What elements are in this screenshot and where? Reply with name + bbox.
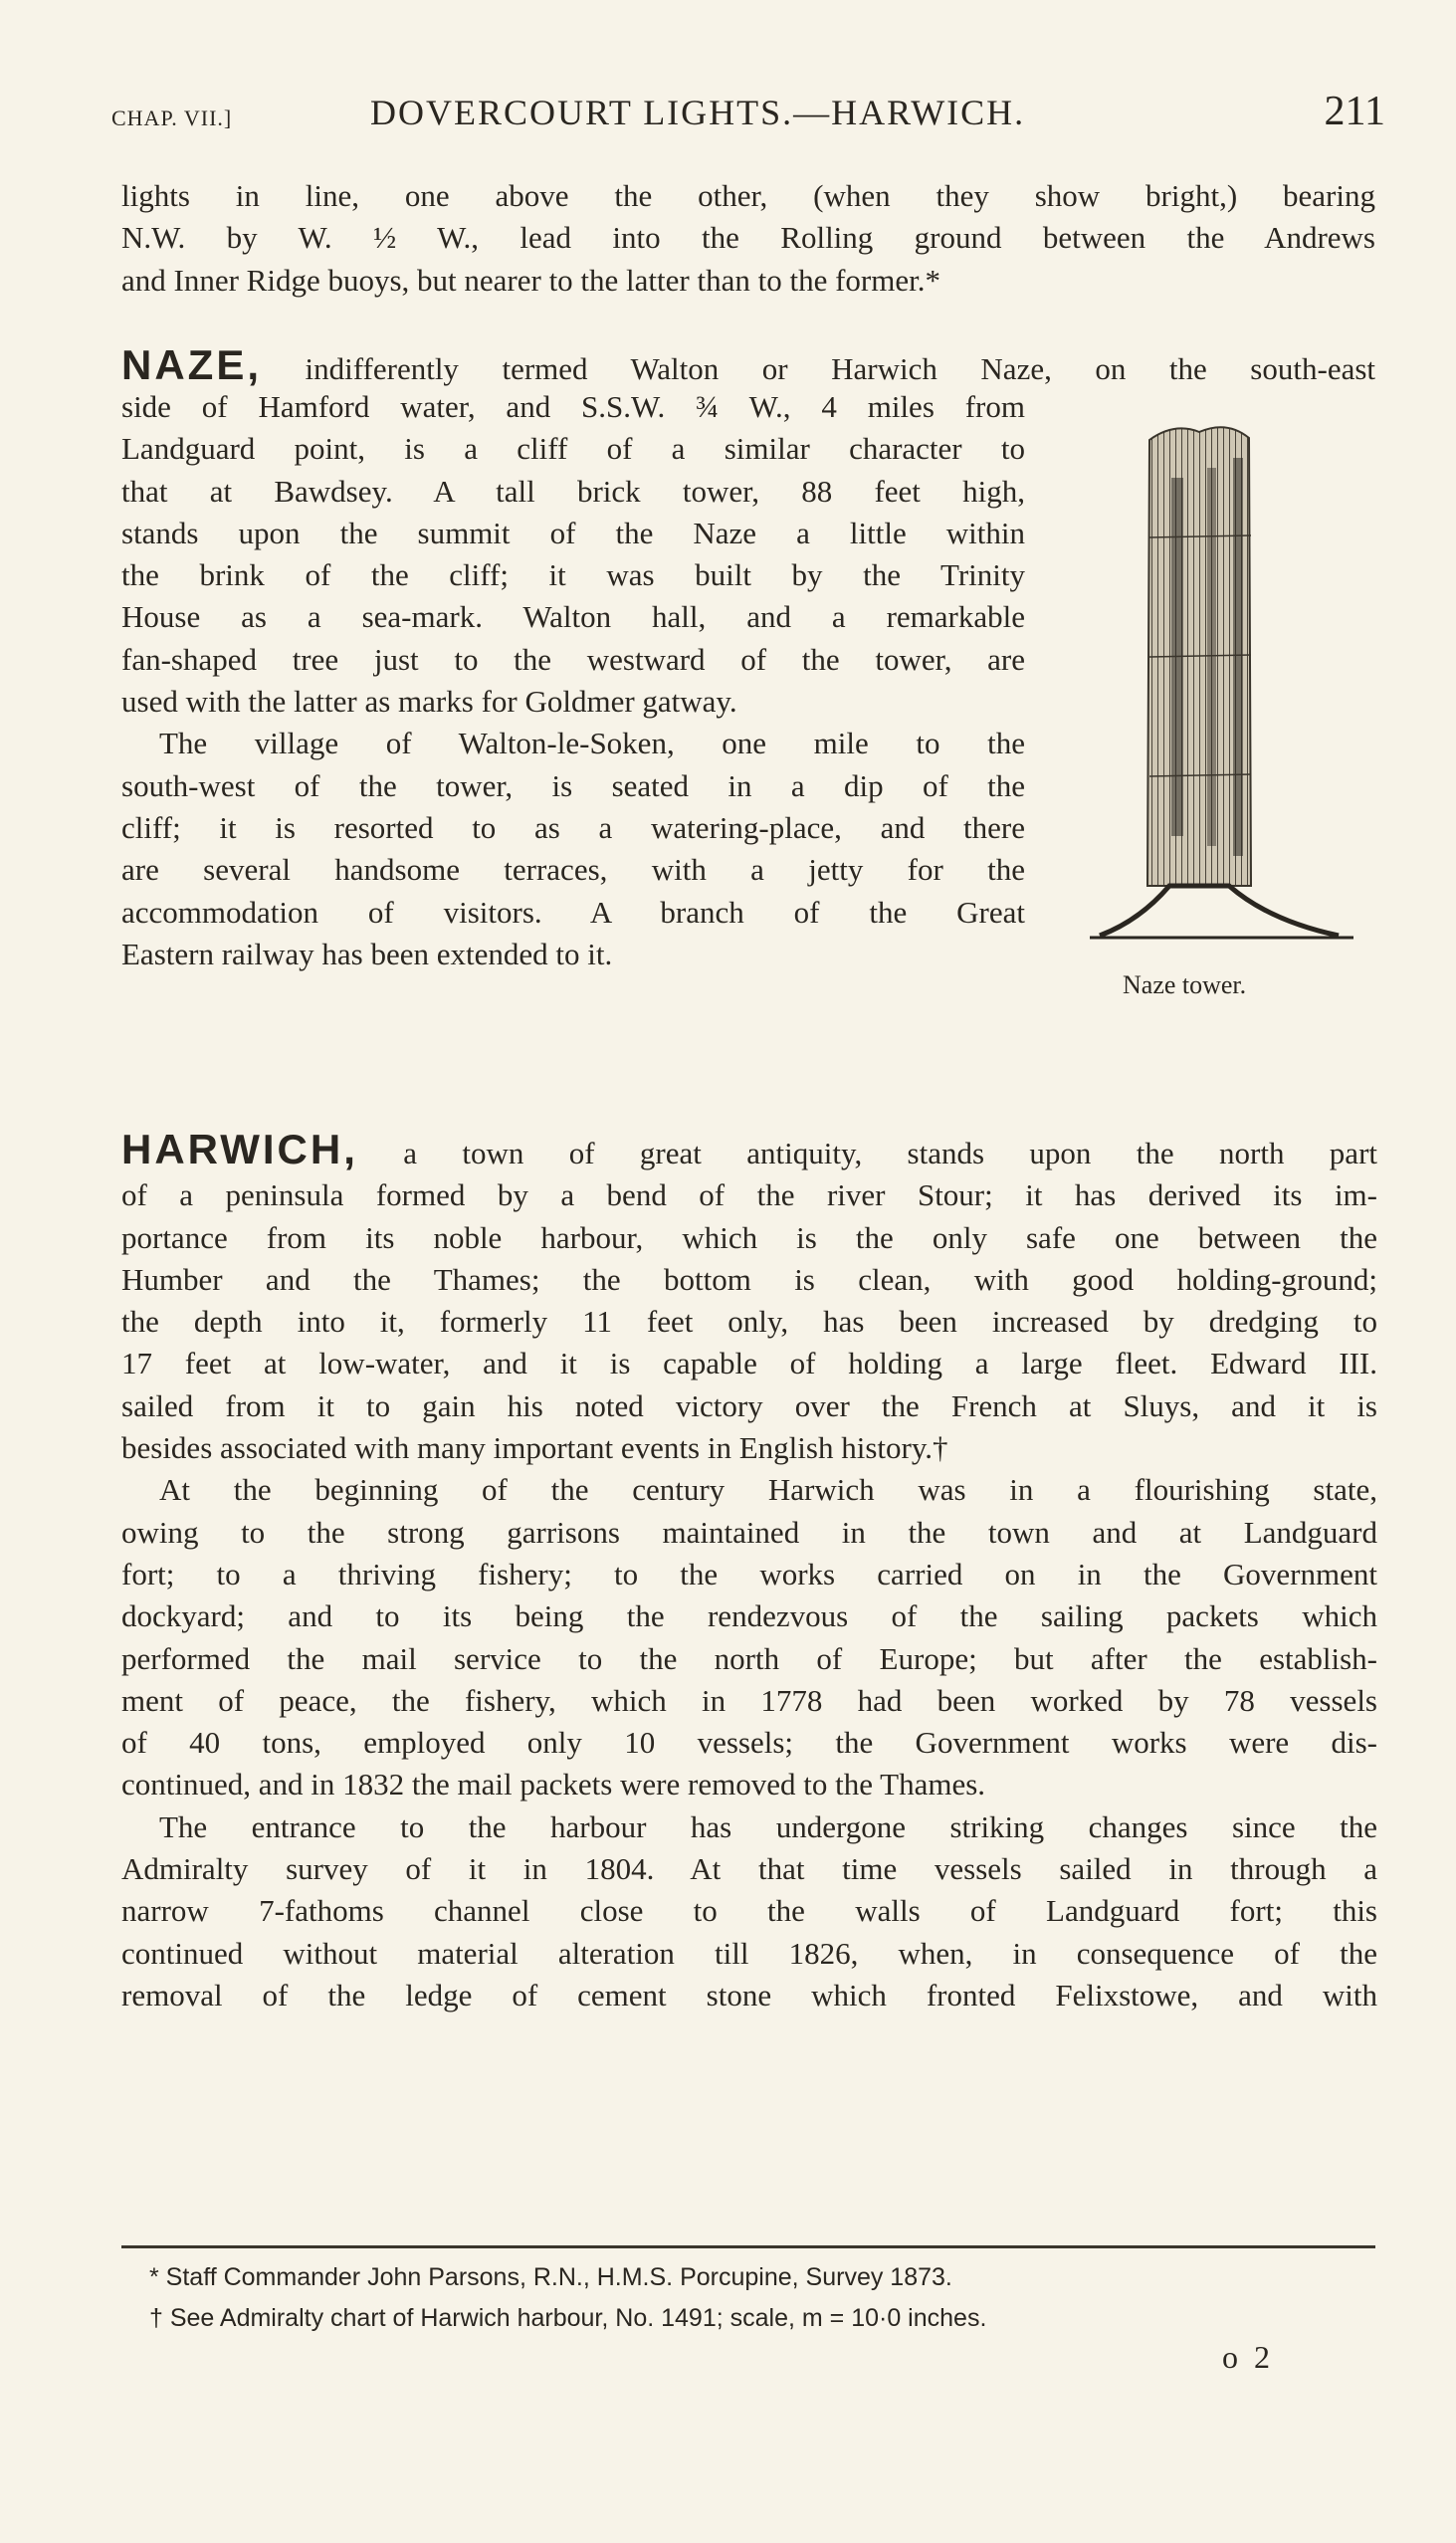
chapter-label: CHAP. VII.] bbox=[111, 106, 233, 130]
text-line: narrow 7-fathoms channel close to the walls of Landguard fort; this bbox=[121, 1893, 1377, 1929]
text-line: removal of the ledge of cement stone which fronted Felixstowe, and with bbox=[121, 1977, 1377, 2013]
text-line: At the beginning of the century Harwich was in a flourishing state, bbox=[159, 1472, 1377, 1508]
text-line: fort; to a thriving fishery; to the works carried on in the Government bbox=[121, 1556, 1377, 1591]
footnote: * Staff Commander John Parsons, R.N., H.M.S. Porcupine, Survey 1873. bbox=[149, 2263, 952, 2291]
text-line: of 40 tons, employed only 10 vessels; the Government works were dis- bbox=[121, 1725, 1377, 1761]
page-number: 211 bbox=[1324, 89, 1385, 134]
text-line: besides associated with many important events in English history.† bbox=[121, 1430, 948, 1466]
section-heading-naze: NAZE, bbox=[121, 341, 262, 388]
text-line: Admiralty survey of it in 1804. At that time vessels sailed in through a bbox=[121, 1851, 1377, 1887]
text-line: are several handsome terraces, with a jetty for the bbox=[121, 852, 1025, 888]
section-heading-harwich: HARWICH, bbox=[121, 1126, 358, 1172]
text-line: The entrance to the harbour has undergone striking changes since the bbox=[159, 1808, 1377, 1844]
text-line: The village of Walton-le-Soken, one mile to the bbox=[159, 726, 1025, 761]
text-line: N.W. by W. ½ W., lead into the Rolling ground between the Andrews bbox=[121, 220, 1375, 256]
text-line: continued without material alteration till 1826, when, in consequence of the bbox=[121, 1935, 1377, 1971]
text-line: that at Bawdsey. A tall brick tower, 88 feet high, bbox=[121, 473, 1025, 509]
page-title: DOVERCOURT LIGHTS.—HARWICH. bbox=[370, 93, 1026, 132]
text-line: House as a sea-mark. Walton hall, and a remarkable bbox=[121, 599, 1025, 635]
footnote: † See Admiralty chart of Harwich harbour, No. 1491; scale, m = 10·0 inches. bbox=[149, 2304, 987, 2332]
text-line: dockyard; and to its being the rendezvous of the sailing packets which bbox=[121, 1598, 1377, 1634]
naze-section bbox=[121, 386, 1025, 975]
figure-caption: Naze tower. bbox=[1123, 970, 1247, 999]
harwich-section bbox=[121, 1126, 1378, 2016]
text-line: Humber and the Thames; the bottom is clean, with good holding-ground; bbox=[121, 1261, 1377, 1297]
text-line: owing to the strong garrisons maintained in the town and at Landguard bbox=[121, 1514, 1377, 1550]
text-line: lights in line, one above the other, (when they show bright,) bearing bbox=[121, 178, 1375, 213]
text-line: used with the latter as marks for Goldmer gatway. bbox=[121, 684, 737, 720]
text-line: the brink of the cliff; it was built by the Trinity bbox=[121, 557, 1025, 593]
text-line: cliff; it is resorted to as a watering-place, and there bbox=[121, 809, 1025, 845]
text-line: Landguard point, is a cliff of a similar character to bbox=[121, 431, 1025, 467]
text-line: portance from its noble harbour, which is the only safe one between the bbox=[121, 1219, 1377, 1255]
signature-mark: o 2 bbox=[1222, 2339, 1274, 2375]
text-line: the depth into it, formerly 11 feet only, has been increased by dredging to bbox=[121, 1304, 1377, 1340]
text-line: stands upon the summit of the Naze a little within bbox=[121, 515, 1025, 550]
text-line: performed the mail service to the north of Europe; but after the establish- bbox=[121, 1640, 1377, 1676]
text-line: side of Hamford water, and S.S.W. ¾ W., 4 miles from bbox=[121, 389, 1025, 424]
text-line: accommodation of visitors. A branch of the Great bbox=[121, 894, 1025, 930]
text-line: ment of peace, the fishery, which in 1778 had been worked by 78 vessels bbox=[121, 1682, 1377, 1718]
text-line: 17 feet at low-water, and it is capable of holding a large fleet. Edward III. bbox=[121, 1346, 1377, 1381]
naze-first-line bbox=[121, 341, 1376, 390]
text-line: and Inner Ridge buoys, but nearer to the latter than to the former.* bbox=[121, 262, 940, 298]
text-line: indifferently termed Walton or Harwich Naze, on the south-east bbox=[305, 351, 1376, 386]
text-line: Eastern railway has been extended to it. bbox=[121, 936, 613, 971]
text-line: sailed from it to gain his noted victory over the French at Sluys, and it is bbox=[121, 1387, 1377, 1423]
running-head bbox=[111, 88, 1385, 137]
text-line: continued, and in 1832 the mail packets were removed to the Thames. bbox=[121, 1767, 986, 1802]
footnotes bbox=[149, 2257, 1383, 2339]
footnote-divider bbox=[121, 2245, 1375, 2248]
naze-tower-illustration bbox=[1080, 418, 1363, 1005]
text-line: a town of great antiquity, stands upon the north part bbox=[403, 1136, 1378, 1170]
text-line: south-west of the tower, is seated in a dip of the bbox=[121, 767, 1025, 803]
text-line: fan-shaped tree just to the westward of the tower, are bbox=[121, 641, 1025, 677]
text-line: of a peninsula formed by a bend of the river Stour; it has derived its im- bbox=[121, 1177, 1377, 1213]
top-paragraph bbox=[121, 175, 1375, 302]
